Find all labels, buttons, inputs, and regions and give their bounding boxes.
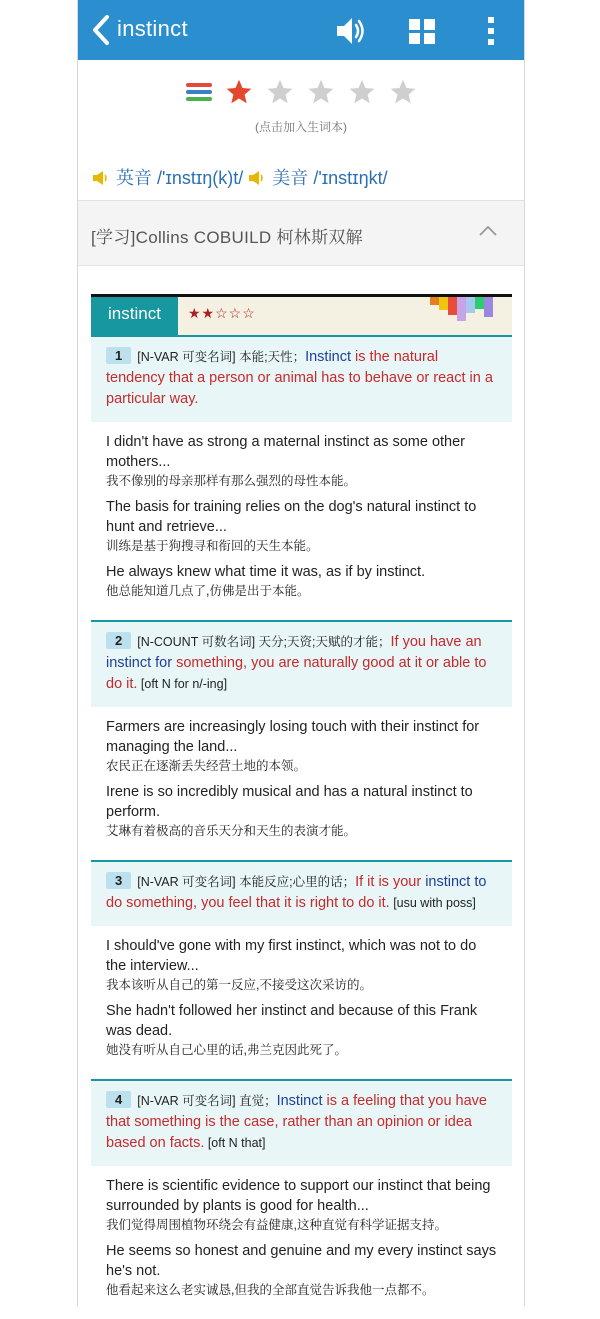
star-2-icon[interactable] [266, 78, 294, 106]
example-item [106, 1001, 497, 1059]
definition-text: something, you are naturally good at it or able to do it. [106, 655, 487, 692]
sense-definition [91, 335, 512, 422]
senses-list [91, 335, 512, 1319]
sense-block [91, 1079, 512, 1319]
grammar-label: [N-COUNT 可数名词] 天分;天资;天赋的才能； [137, 635, 391, 649]
wordbook-list-icon[interactable] [186, 81, 212, 103]
definition-text: is a feeling that you have that something is the case, rather than an opinion or idea based on facts. [106, 1093, 487, 1151]
example-chinese: 他总能知道几点了,仿佛是出于本能。 [106, 584, 310, 598]
example-chinese: 我本该听从自己的第一反应,不接受这次采访的。 [106, 978, 372, 992]
example-item [106, 1241, 497, 1299]
definition-text: [usu with poss] [389, 896, 476, 910]
example-chinese: 她没有听从自己心里的话,弗兰克因此死了。 [106, 1043, 347, 1057]
entry-word: instinct [91, 297, 178, 335]
sense-definition [91, 1079, 512, 1166]
sense-block [91, 335, 512, 620]
grid-view-icon[interactable] [405, 14, 439, 48]
section-title: [学习]Collins COBUILD 柯林斯双解 [91, 228, 363, 247]
grammar-label: [N-VAR 可变名词] 本能;天性； [137, 350, 306, 364]
uk-speaker-icon[interactable] [92, 170, 110, 186]
color-blocks-decoration [430, 297, 502, 321]
star-1-icon[interactable] [225, 78, 253, 106]
examples-list [91, 1166, 512, 1319]
sense-number: 1 [106, 347, 131, 364]
example-item [106, 782, 497, 840]
sense-block [91, 860, 512, 1079]
page-title: instinct [117, 16, 188, 41]
entry-header [91, 294, 512, 335]
example-chinese: 艾琳有着极高的音乐天分和天生的表演才能。 [106, 824, 357, 838]
example-item [106, 562, 497, 600]
pronunciation-row [92, 164, 388, 190]
example-item [106, 497, 497, 555]
collins-entry-card [91, 294, 512, 1319]
frequency-stars: ★★☆☆☆ [188, 305, 256, 321]
grammar-label: [N-VAR 可变名词] 本能反应;心里的话； [137, 875, 356, 889]
sense-definition [91, 620, 512, 707]
example-item [106, 717, 497, 775]
collins-section-header[interactable] [78, 200, 524, 266]
sense-number: 2 [106, 632, 131, 649]
examples-list [91, 422, 512, 620]
speaker-icon[interactable] [334, 14, 368, 48]
us-ipa: /'ɪnstɪŋkt/ [313, 168, 388, 188]
example-english: The basis for training relies on the dog's natural instinct to hunt and retrieve... [106, 499, 477, 535]
example-english: Farmers are increasingly losing touch with their instinct for managing the land... [106, 719, 480, 755]
definition-text: Instinct [305, 349, 352, 365]
sense-number: 4 [106, 1091, 131, 1108]
uk-label[interactable]: 英音 [116, 168, 152, 188]
example-english: I didn't have as strong a maternal instinct as some other mothers... [106, 434, 466, 470]
chevron-up-icon[interactable] [478, 223, 498, 237]
example-item [106, 936, 497, 994]
example-item [106, 1176, 497, 1234]
app-frame [77, 0, 525, 1306]
us-label[interactable]: 美音 [272, 168, 309, 188]
definition-text: If you have an [390, 634, 482, 650]
examples-list [91, 707, 512, 860]
example-english: There is scientific evidence to support our instinct that being surrounded by plants is good for health... [106, 1178, 491, 1214]
back-arrow-icon[interactable] [90, 14, 114, 46]
definition-text: instinct for [106, 655, 173, 671]
definition-text: is the natural tendency that a person or animal has to behave or react in a particular way. [106, 349, 493, 407]
top-bar [78, 0, 524, 60]
definition-text: instinct to [425, 874, 487, 890]
example-english: He always knew what time it was, as if by instinct. [106, 564, 426, 580]
example-chinese: 农民正在逐渐丢失经营土地的本领。 [106, 759, 307, 773]
uk-ipa: /'ɪnstɪŋ(k)t/ [157, 168, 244, 188]
example-english: I should've gone with my first instinct, which was not to do the interview... [106, 938, 477, 974]
examples-list [91, 926, 512, 1079]
grammar-label: [N-VAR 可变名词] 直觉； [137, 1094, 277, 1108]
example-english: Irene is so incredibly musical and has a natural instinct to perform. [106, 784, 473, 820]
sense-block [91, 620, 512, 860]
more-menu-icon[interactable] [474, 14, 508, 48]
definition-text: If it is your [355, 874, 426, 890]
definition-text: [oft N that] [204, 1136, 266, 1150]
sense-definition [91, 860, 512, 926]
star-4-icon[interactable] [348, 78, 376, 106]
star-5-icon[interactable] [389, 78, 417, 106]
star-3-icon[interactable] [307, 78, 335, 106]
example-chinese: 他看起来这么老实诚恳,但我的全部直觉告诉我他一点都不。 [106, 1283, 435, 1297]
example-chinese: 我们觉得周围植物环绕会有益健康,这种直觉有科学证据支持。 [106, 1218, 447, 1232]
us-speaker-icon[interactable] [248, 170, 266, 186]
definition-text: [oft N for n/-ing] [137, 677, 228, 691]
example-chinese: 训练是基于狗搜寻和衔回的天生本能。 [106, 539, 319, 553]
example-item [106, 432, 497, 490]
sense-number: 3 [106, 872, 131, 889]
definition-text: Instinct [276, 1093, 323, 1109]
rating-row [186, 78, 426, 108]
add-to-wordbook-hint[interactable]: (点击加入生词本) [255, 120, 347, 134]
example-english: She hadn't followed her instinct and because of this Frank was dead. [106, 1003, 478, 1039]
example-english: He seems so honest and genuine and my every instinct says he's not. [106, 1243, 497, 1279]
definition-text: do something, you feel that it is right to do it. [106, 895, 390, 911]
example-chinese: 我不像别的母亲那样有那么强烈的母性本能。 [106, 474, 357, 488]
